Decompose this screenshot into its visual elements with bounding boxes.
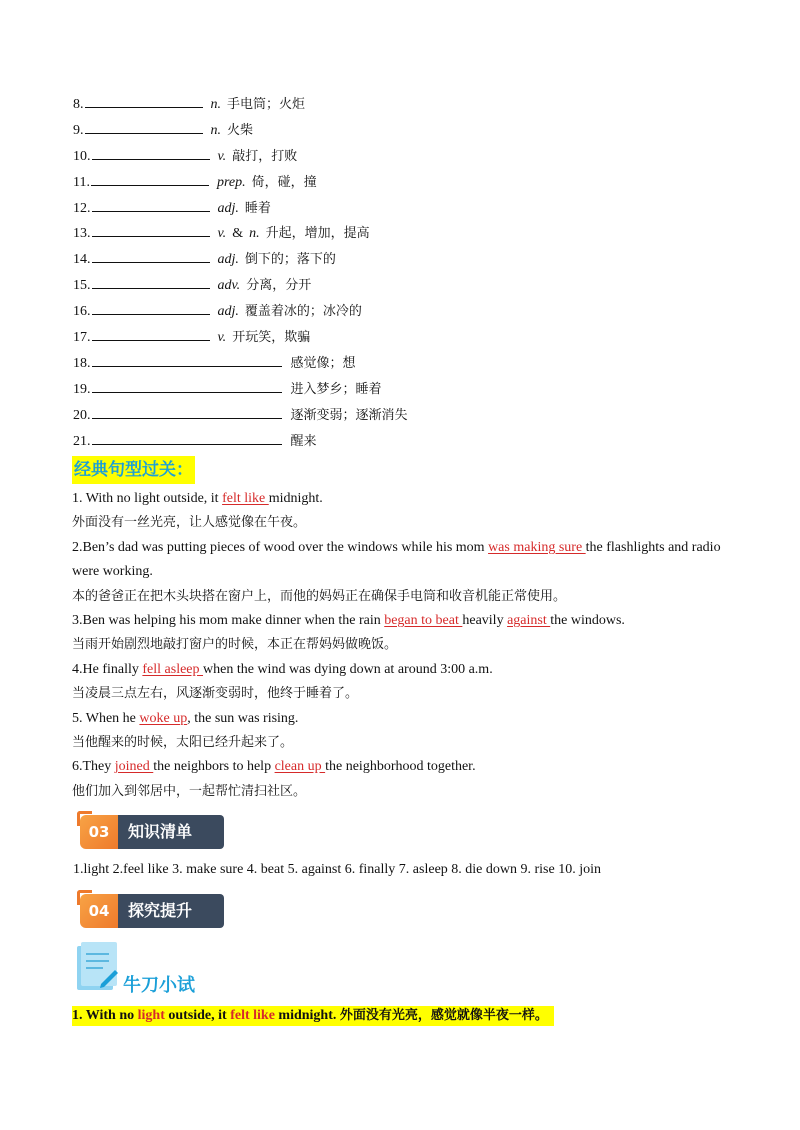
meaning: 醒来 [290, 433, 317, 449]
answer-blank[interactable] [85, 94, 203, 108]
sentence-text: 1. With no [72, 1008, 138, 1023]
item-number: 21. [73, 433, 91, 449]
sentence-text: when the wind was dying down at around 3:00 a.m. [203, 661, 493, 677]
answer-blank[interactable] [92, 301, 210, 315]
answer-blank[interactable] [92, 353, 282, 367]
answer-blank[interactable] [92, 223, 210, 237]
meaning: 进入梦乡；睡着 [290, 381, 382, 397]
answer-blank[interactable] [92, 146, 210, 160]
answer-blank[interactable] [91, 172, 209, 186]
part-of-speech: adv. [217, 278, 241, 294]
item-number: 14. [73, 252, 91, 268]
answer-text: against [507, 612, 551, 628]
sentence-text: the windows. [550, 612, 625, 628]
meaning: 感觉像；想 [290, 355, 356, 371]
sentence-text: 6.They [72, 759, 115, 775]
answer-text: clean up [274, 759, 326, 775]
item-number: 20. [73, 407, 91, 423]
sentence-2-continued: were working. [72, 564, 153, 580]
sentence-text: 3.Ben was helping his mom make dinner when the rain [72, 612, 385, 628]
vocab-row [73, 94, 408, 120]
sentence-1-translation: 外面没有一丝光亮，让人感觉像在午夜。 [72, 515, 307, 531]
answer-text: fell asleep [142, 661, 204, 677]
meaning: 倒下的；落下的 [244, 252, 336, 268]
meaning: 开玩笑，欺骗 [232, 330, 311, 346]
item-number: 8. [73, 97, 84, 112]
sentence-6 [72, 756, 732, 780]
meaning: 分离，分开 [246, 278, 312, 294]
vocab-row [73, 405, 408, 431]
item-number: 17. [73, 330, 91, 346]
sentence-text: the neighbors to help [153, 759, 275, 775]
sentence-4 [72, 659, 732, 683]
vocab-row [73, 301, 408, 327]
item-number: 10. [73, 148, 91, 164]
banner-number: 03 [80, 815, 118, 849]
part-of-speech: v. [217, 330, 227, 346]
item-number: 11. [73, 174, 90, 190]
sentence-2 [72, 537, 732, 561]
item-number: 18. [73, 355, 91, 371]
answer-blank[interactable] [92, 431, 282, 445]
sentence-text: midnight. [268, 491, 323, 506]
sentence-text: 1. With no light outside, it [72, 491, 223, 506]
sentence-text: the neighborhood together. [325, 759, 476, 775]
vocab-row [73, 249, 408, 275]
answer-key: 1.light 2.feel like 3. make sure 4. beat 5. against 6. finally 7. asleep 8. die down 9. rise 10. join [73, 862, 601, 877]
sentence-text: 4.He finally [72, 661, 143, 677]
sentence-5-translation: 当他醒来的时候，太阳已经升起来了。 [72, 734, 294, 750]
part-of-speech: adj. [217, 200, 239, 216]
practice-sentence [72, 1006, 554, 1026]
section-banner-03 [80, 815, 224, 849]
vocab-row [73, 353, 408, 379]
sentence-list [72, 488, 732, 805]
part-of-speech: adj. [217, 252, 239, 268]
vocab-row [73, 379, 408, 405]
sentence-text: outside, it [164, 1008, 231, 1023]
vocabulary-list [73, 94, 408, 456]
section-heading: 经典句型过关： [72, 456, 195, 484]
vocab-row [73, 172, 408, 198]
item-number: 15. [73, 278, 91, 294]
meaning: 睡着 [244, 200, 271, 216]
vocab-row [73, 223, 408, 249]
sentence-5 [72, 708, 732, 732]
answer-text: light [137, 1008, 165, 1023]
part-of-speech: v. [217, 148, 227, 164]
sentence-text: the flashlights and radio [585, 539, 721, 555]
meaning: 倚，碰，撞 [251, 174, 317, 190]
sentence-4-translation: 当凌晨三点左右，风逐渐变弱时，他终于睡着了。 [72, 686, 359, 702]
banner-label: 知识清单 [116, 815, 224, 849]
answer-text: joined [114, 759, 154, 775]
answer-blank[interactable] [92, 379, 282, 393]
part-of-speech: n. [210, 97, 221, 112]
meaning: 覆盖着冰的；冰冷的 [244, 304, 362, 320]
item-number: 19. [73, 381, 91, 397]
vocab-row [73, 327, 408, 353]
answer-blank[interactable] [92, 405, 282, 419]
answer-blank[interactable] [92, 198, 210, 212]
part-of-speech: prep. [216, 174, 246, 190]
practice-title: 牛刀小试 [123, 975, 195, 996]
answer-blank[interactable] [85, 120, 203, 134]
answer-blank[interactable] [92, 249, 210, 263]
vocab-row [73, 120, 408, 146]
sentence-3 [72, 610, 732, 634]
item-number: 16. [73, 304, 91, 320]
part-of-speech: n. [249, 226, 260, 242]
meaning: 敲打，打败 [232, 148, 298, 164]
banner-number: 04 [80, 894, 118, 928]
sentence-text: , the sun was rising. [187, 710, 299, 726]
section-banner-04 [80, 894, 224, 928]
part-of-speech: n. [210, 122, 221, 138]
meaning: 升起，增加，提高 [265, 226, 370, 242]
item-number: 9. [73, 122, 84, 138]
answer-blank[interactable] [92, 275, 210, 289]
ampersand: & [232, 226, 244, 242]
answer-blank[interactable] [92, 327, 210, 341]
sentence-text: 5. When he [72, 710, 140, 726]
sentence-6-translation: 他们加入到邻居中，一起帮忙清扫社区。 [72, 783, 307, 799]
notepad-pencil-icon [75, 940, 119, 992]
vocab-row [73, 146, 408, 172]
translation-text: 外面没有光亮，感觉就像半夜一样。 [339, 1008, 548, 1023]
answer-text: was making sure [488, 539, 586, 555]
vocab-row [73, 431, 408, 457]
sentence-text: midnight. [274, 1008, 340, 1023]
sentence-1 [72, 488, 732, 512]
part-of-speech: adj. [217, 304, 239, 320]
answer-text: began to beat [384, 612, 463, 628]
sentence-2-translation: 本的爸爸正在把木头块搭在窗户上，而他的妈妈正在确保手电筒和收音机能正常使用。 [72, 588, 567, 604]
answer-text: woke up [139, 710, 188, 726]
vocab-row [73, 198, 408, 224]
meaning: 火柴 [227, 122, 254, 138]
sentence-text: 2.Ben’s dad was putting pieces of wood over the windows while his mom [72, 539, 489, 555]
banner-label: 探究提升 [116, 894, 224, 928]
meaning: 逐渐变弱；逐渐消失 [290, 407, 408, 423]
answer-text: felt like [230, 1008, 275, 1023]
sentence-3-translation: 当雨开始剧烈地敲打窗户的时候，本正在帮妈妈做晚饭。 [72, 637, 398, 653]
part-of-speech: v. [217, 226, 227, 242]
item-number: 12. [73, 200, 91, 216]
sentence-text: heavily [462, 612, 508, 628]
vocab-row [73, 275, 408, 301]
answer-text: felt like [222, 491, 269, 506]
meaning: 手电筒；火炬 [227, 97, 306, 112]
item-number: 13. [73, 226, 91, 242]
